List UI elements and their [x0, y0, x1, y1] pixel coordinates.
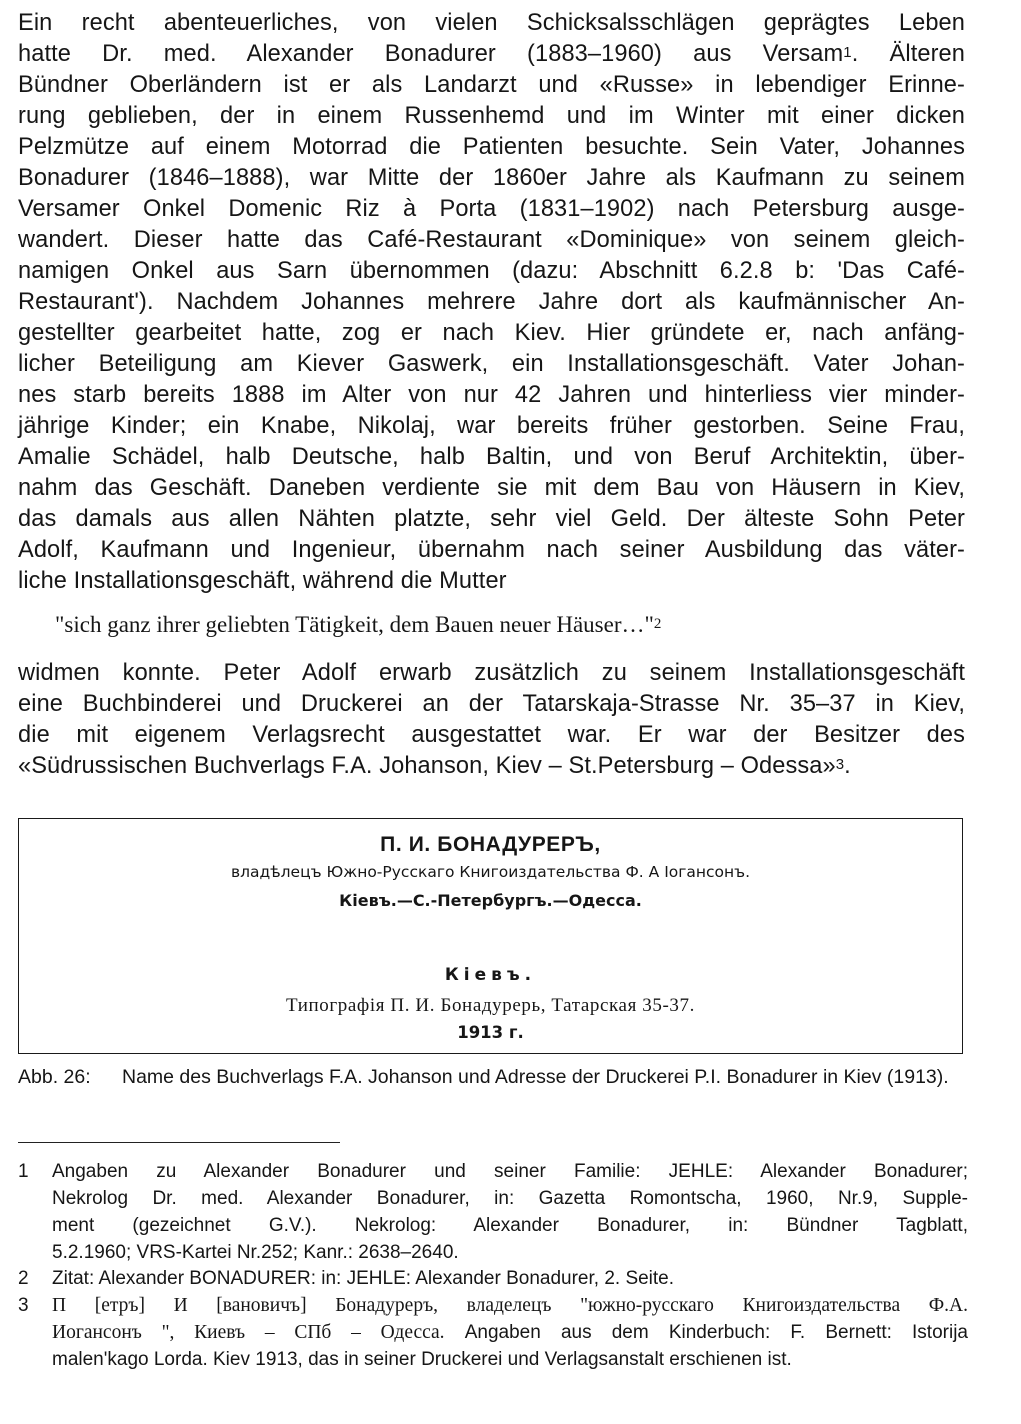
footnote-number: 2	[18, 1268, 29, 1289]
footnote-number: 3	[18, 1295, 29, 1316]
text-line: das damals aus allen Nähten platzte, sehr viel Geld. Der älteste Sohn Peter	[18, 506, 965, 532]
text-line: nes starb bereits 1888 im Alter von nur 42 Jahren und hinterliess vier minder-	[18, 382, 965, 408]
text-line: liche Installationsgeschäft, während die Mutter	[18, 568, 507, 594]
text-line: Restaurant'). Nachdem Johannes mehrere Jahre dort als kaufmännischer An-	[18, 289, 965, 315]
text-fragment: . Älteren	[851, 41, 965, 67]
imprint-owner-line: владѣлецъ Южно-Русскаго Книгоиздательства Ф. А Іогансонъ.	[230, 863, 751, 881]
text-line: gestellter gearbeitet hatte, zog er nach Kiev. Hier gründete er, nach anfäng-	[18, 320, 965, 346]
imprint-cities: Кіевъ.—С.-Петербургъ.—Одесса.	[339, 891, 642, 910]
footnote-ref: 1	[843, 44, 852, 61]
footnote-fragment: Angaben aus dem Kinderbuch: F. Bernett: Istorija	[444, 1322, 968, 1343]
quote-text: "sich ganz ihrer geliebten Tätigkeit, dem Bauen neuer Häuser…"	[55, 612, 654, 637]
text-line: Amalie Schädel, halb Deutsche, halb Baltin, und von Beruf Architektin, über-	[18, 444, 965, 470]
footnote-text	[52, 1158, 968, 1266]
footnote-line	[52, 1319, 968, 1346]
text-line: Versamer Onkel Domenic Riz à Porta (1831–1902) nach Petersburg ausge-	[18, 196, 965, 222]
footnote-divider	[18, 1142, 340, 1143]
text-fragment: hatte Dr. med. Alexander Bonadurer (1883–1960) aus Versam	[18, 41, 844, 67]
text-line: Ein recht abenteuerliches, von vielen Schicksalsschlägen geprägtes Leben	[18, 10, 965, 36]
text-line	[18, 751, 965, 782]
footnote-line: Nekrolog Dr. med. Alexander Bonadurer, in: Gazetta Romontscha, 1960, Nr.9, Supple-	[52, 1188, 968, 1209]
footnote-line: Angaben zu Alexander Bonadurer und seiner Familie: JEHLE: Alexander Bonadurer;	[52, 1161, 968, 1182]
text-line: eine Buchbinderei und Druckerei an der Tatarskaja-Strasse Nr. 35–37 in Kiev,	[18, 691, 965, 717]
imprint-year: 1913 г.	[457, 1023, 524, 1042]
footnote-ref: 2	[653, 616, 662, 632]
text-line: nahm das Geschäft. Daneben verdiente sie mit dem Bau von Häusern in Kiev,	[18, 475, 965, 501]
footnote-text	[52, 1292, 968, 1373]
text-line: namigen Onkel aus Sarn übernommen (dazu: Abschnitt 6.2.8 b: 'Das Café-	[18, 258, 965, 284]
footnote-text	[52, 1265, 968, 1292]
block-quote	[55, 610, 661, 640]
footnote-number: 1	[18, 1161, 29, 1182]
footnote-line: Zitat: Alexander BONADURER: in: JEHLE: Alexander Bonadurer, 2. Seite.	[52, 1268, 675, 1289]
caption-text: Name des Buchverlags F.A. Johanson und Adresse der Druckerei P.I. Bonadurer in Kiev (1913).	[122, 1066, 949, 1088]
caption-label: Abb. 26:	[18, 1066, 91, 1088]
imprint-printing-house: Типографія П. И. Бонадурерь, Татарская 35-37.	[286, 995, 695, 1016]
footnote-line: 5.2.1960; VRS-Kartei Nr.252; Kanr.: 2638–2640.	[52, 1242, 459, 1263]
footnote-fragment-russian: Иогансонъ ", Киевъ – СПб – Одесса.	[52, 1322, 445, 1343]
text-line	[18, 39, 965, 70]
imprint-place: Кіевъ.	[444, 965, 537, 985]
imprint-publisher-name: П. И. БОНАДУРЕРЪ,	[380, 833, 601, 856]
text-line: Pelzmütze auf einem Motorrad die Patienten besuchte. Sein Vater, Johannes	[18, 134, 965, 160]
footnote-ref: 3	[835, 756, 845, 773]
text-line: widmen konnte. Peter Adolf erwarb zusätzlich zu seinem Installationsgeschäft	[18, 660, 965, 686]
text-line: Bündner Oberländern ist er als Landarzt und «Russe» in lebendiger Erinne-	[18, 72, 965, 98]
text-line: jährige Kinder; ein Knabe, Nikolaj, war bereits früher gestorben. Seine Frau,	[18, 413, 965, 439]
text-line: Bonadurer (1846–1888), war Mitte der 1860er Jahre als Kaufmann zu seinem	[18, 165, 965, 191]
text-line: die mit eigenem Verlagsrecht ausgestattet war. Er war der Besitzer des	[18, 722, 965, 748]
paragraph-1	[18, 8, 965, 597]
footnote-line: ment (gezeichnet G.V.). Nekrolog: Alexander Bonadurer, in: Bündner Tagblatt,	[52, 1215, 968, 1236]
figure-imprint-box	[18, 818, 963, 1054]
text-line: rung geblieben, der in einem Russenhemd und im Winter mit einer dicken	[18, 103, 965, 129]
paragraph-2	[18, 658, 965, 782]
text-line: Adolf, Kaufmann und Ingenieur, übernahm nach seiner Ausbildung das väter-	[18, 537, 965, 563]
text-fragment: «Südrussischen Buchverlags F.A. Johanson, Kiev – St.Petersburg – Odessa»	[18, 753, 836, 779]
footnote-line: malen'kago Lorda. Kiev 1913, das in seiner Druckerei und Verlagsanstalt erschienen ist.	[52, 1349, 792, 1370]
footnote-line: П [етръ] И [вановичъ] Бонадуреръ, владелецъ "южно-русскаго Книгоиздательства Ф.А.	[52, 1295, 968, 1316]
text-fragment: .	[844, 753, 851, 779]
text-line: wandert. Dieser hatte das Café-Restaurant «Dominique» von seinem gleich-	[18, 227, 965, 253]
text-line: licher Beteiligung am Kiever Gaswerk, ein Installationsgeschäft. Vater Johan-	[18, 351, 965, 377]
